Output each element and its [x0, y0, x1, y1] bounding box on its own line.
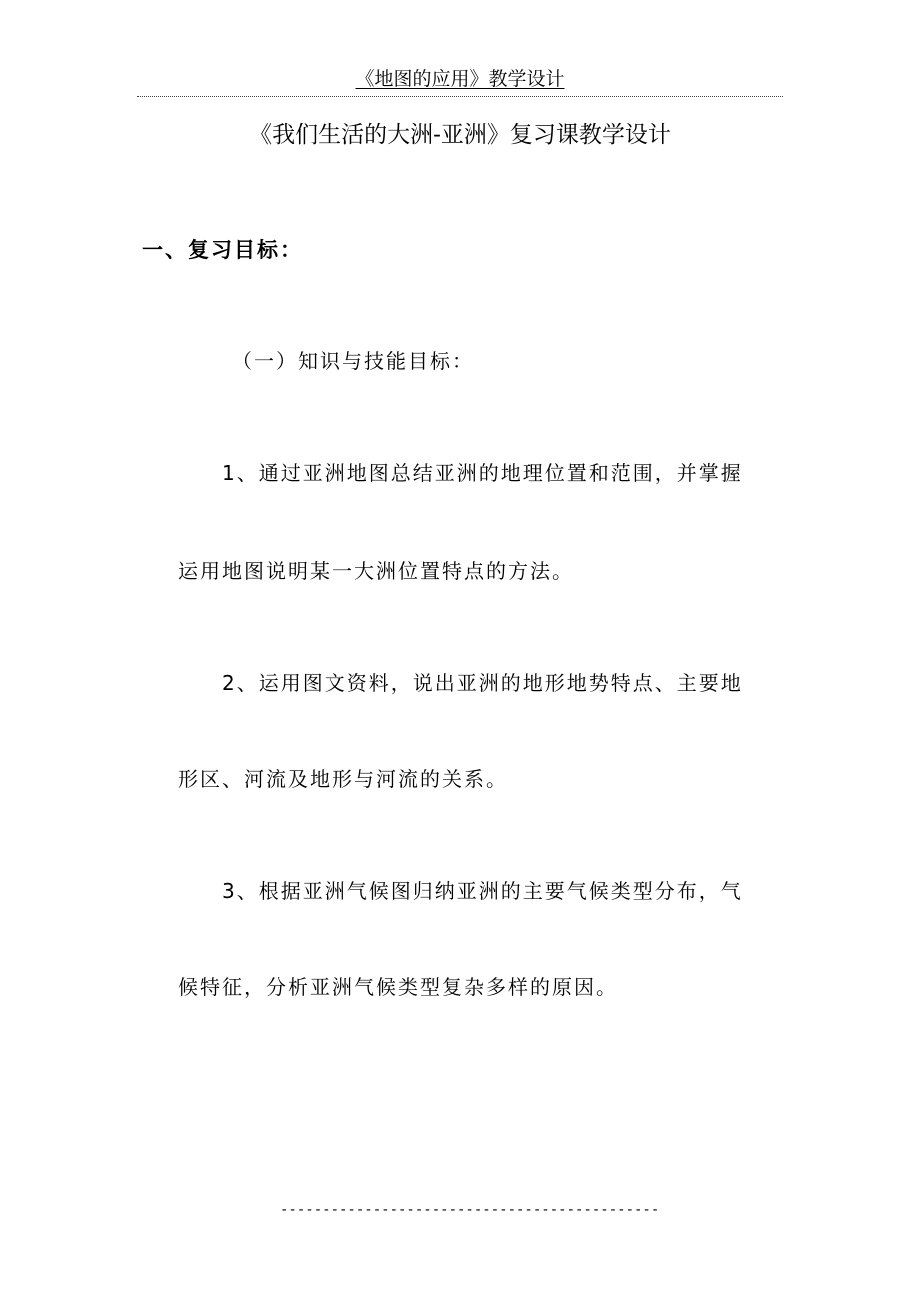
- running-header-title: 《地图的应用》教学设计: [355, 68, 565, 90]
- goal-item-1-line-2: 运用地图说明某一大洲位置特点的方法。: [178, 559, 574, 583]
- section-heading-review-goals: 一、复习目标：: [142, 238, 303, 262]
- running-header: [0, 66, 920, 92]
- sub-heading-knowledge-skills: （一）知识与技能目标：: [232, 349, 474, 373]
- goal-item-2-line-1: 2、运用图文资料，说出亚洲的地形地势特点、主要地: [222, 671, 743, 695]
- footer-dashed-rule: ---------------------------------------------: [280, 1202, 660, 1218]
- goal-item-3-line-2: 候特征，分析亚洲气候类型复杂多样的原因。: [178, 975, 618, 999]
- goal-item-2-line-2: 形区、河流及地形与河流的关系。: [178, 767, 508, 791]
- goal-item-1-line-1: 1、通过亚洲地图总结亚洲的地理位置和范围，并掌握: [222, 461, 743, 485]
- goal-item-3-line-1: 3、根据亚洲气候图归纳亚洲的主要气候类型分布，气: [222, 879, 743, 903]
- document-title: 《我们生活的大洲-亚洲》复习课教学设计: [249, 122, 671, 148]
- header-divider: [137, 96, 783, 97]
